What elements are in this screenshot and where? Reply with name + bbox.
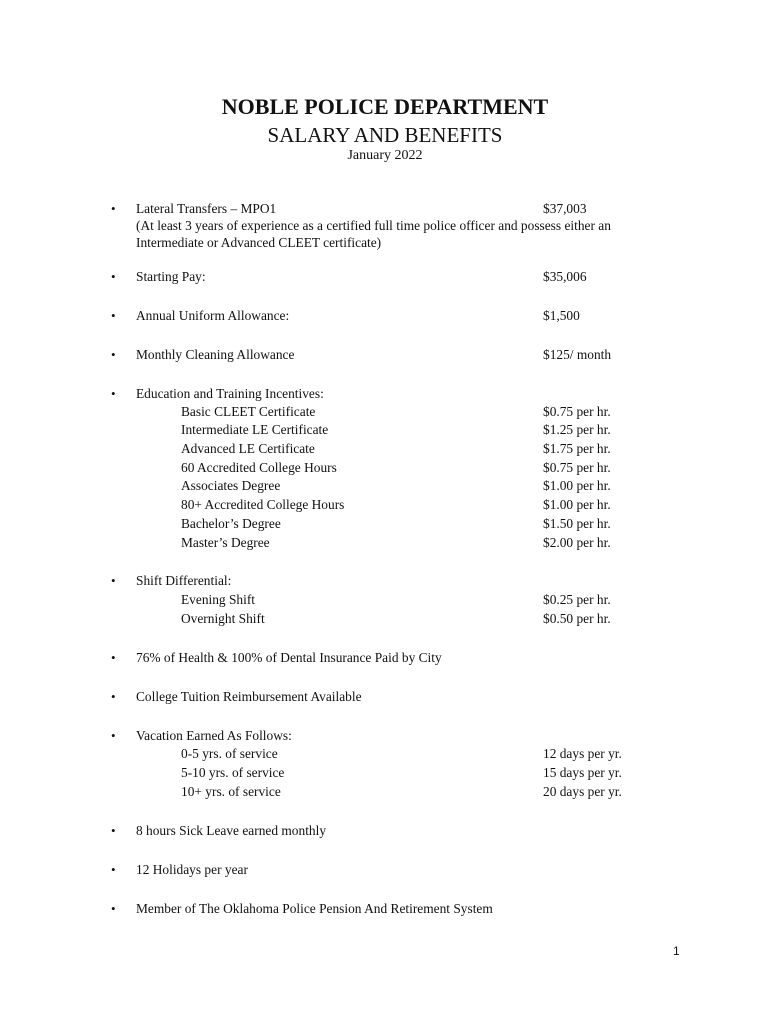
education-row-label: Master’s Degree [181,535,270,550]
education-row-value: $1.00 per hr. [543,478,611,493]
education-row-value: $2.00 per hr. [543,535,611,550]
pension-text: Member of The Oklahoma Police Pension And Retirement System [136,901,493,916]
uniform-allowance-value: $1,500 [543,308,580,323]
vacation-row-value: 20 days per yr. [543,784,622,799]
shift-row-value: $0.25 per hr. [543,592,611,607]
page-title: NOBLE POLICE DEPARTMENT [221,94,549,119]
education-row-label: 80+ Accredited College Hours [181,497,345,512]
bullet-icon: • [111,347,116,362]
education-row-label: 60 Accredited College Hours [181,460,337,475]
education-row-label: Basic CLEET Certificate [181,404,316,419]
education-row-value: $1.50 per hr. [543,516,611,531]
education-row-value: $1.75 per hr. [543,441,611,456]
uniform-allowance-label: Annual Uniform Allowance: [136,308,290,323]
lateral-transfers-note: (At least 3 years of experience as a certified full time police officer and possess either an [136,218,611,233]
shift-row-label: Evening Shift [181,592,256,607]
bullet-icon: • [111,650,116,665]
education-row-value: $1.00 per hr. [543,497,611,512]
bullet-icon: • [111,901,116,916]
education-row-label: Associates Degree [181,478,281,493]
starting-pay-value: $35,006 [543,269,587,284]
bullet-icon: • [111,689,116,704]
page-subtitle: SALARY AND BENEFITS [267,123,503,147]
cleaning-allowance-value: $125/ month [543,347,612,362]
bullet-icon: • [111,573,116,588]
vacation-row-value: 12 days per yr. [543,746,622,761]
vacation-row-label: 5-10 yrs. of service [181,765,285,780]
lateral-transfers-note: Intermediate or Advanced CLEET certificate) [136,235,382,250]
education-row-label: Bachelor’s Degree [181,516,281,531]
bullet-icon: • [111,823,116,838]
vacation-row-label: 10+ yrs. of service [181,784,281,799]
bullet-icon: • [111,862,116,877]
shift-differential-label: Shift Differential: [136,573,232,588]
education-row-value: $0.75 per hr. [543,460,611,475]
vacation-label: Vacation Earned As Follows: [136,728,292,743]
sick-leave-text: 8 hours Sick Leave earned monthly [136,823,327,838]
tuition-text: College Tuition Reimbursement Available [136,689,362,704]
shift-row-label: Overnight Shift [181,611,265,626]
shift-row-value: $0.50 per hr. [543,611,611,626]
vacation-row-label: 0-5 yrs. of service [181,746,278,761]
vacation-row-value: 15 days per yr. [543,765,622,780]
starting-pay-label: Starting Pay: [136,269,206,284]
education-incentives-label: Education and Training Incentives: [136,386,324,401]
bullet-icon: • [111,201,116,216]
bullet-icon: • [111,728,116,743]
education-row-value: $1.25 per hr. [543,422,611,437]
bullet-icon: • [111,308,116,323]
lateral-transfers-value: $37,003 [543,201,587,216]
page-number: 1 [673,944,680,958]
bullet-icon: • [111,269,116,284]
document-date: January 2022 [347,148,423,163]
education-row-value: $0.75 per hr. [543,404,611,419]
holidays-text: 12 Holidays per year [136,862,248,877]
education-row-label: Advanced LE Certificate [181,441,315,456]
lateral-transfers-label: Lateral Transfers – MPO1 [136,201,277,216]
cleaning-allowance-label: Monthly Cleaning Allowance [136,347,295,362]
insurance-text: 76% of Health & 100% of Dental Insurance Paid by City [136,650,442,665]
bullet-icon: • [111,386,116,401]
education-row-label: Intermediate LE Certificate [181,422,329,437]
